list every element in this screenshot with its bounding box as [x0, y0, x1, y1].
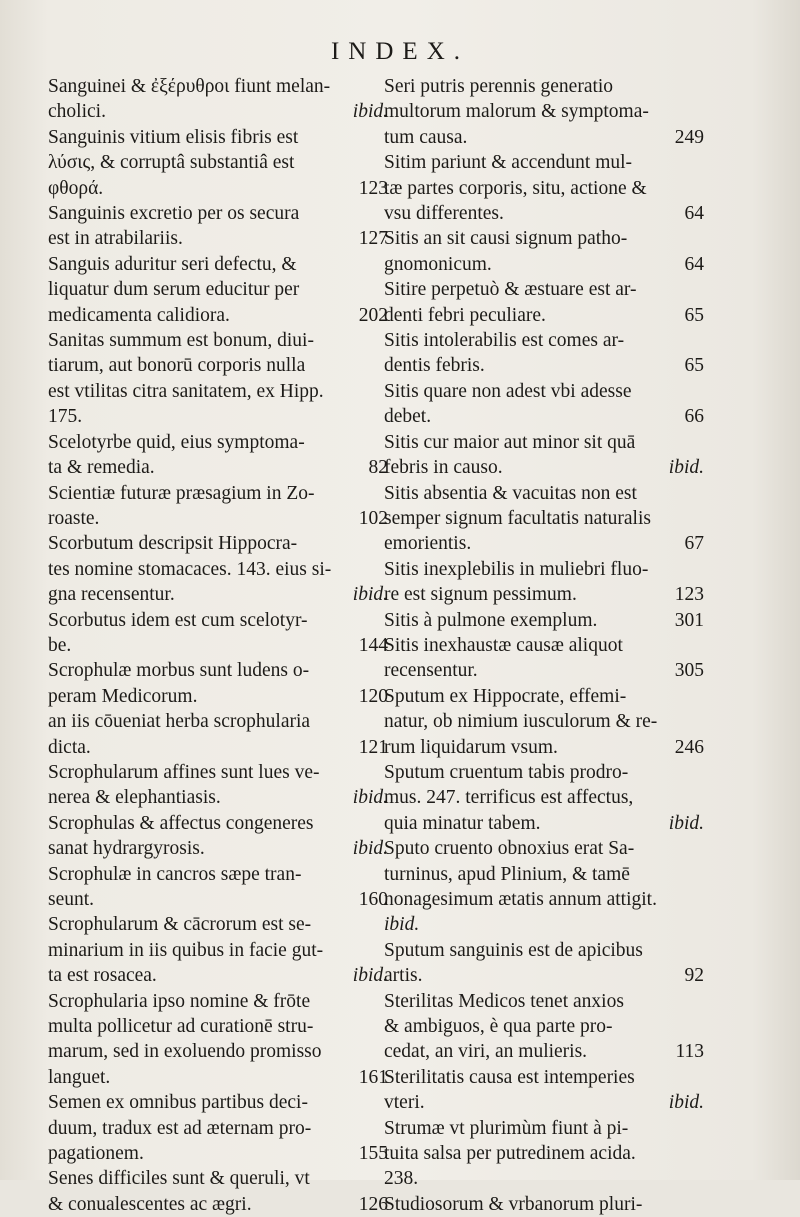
left-column — [48, 74, 388, 1217]
index-line: Sitis quare non adest vbi adesse — [384, 380, 632, 402]
index-line: be. 144 — [48, 634, 388, 656]
index-line: rum liquidarum vsum. 246 — [384, 736, 704, 758]
index-line: Scrophularum & cācrorum est se- — [48, 914, 312, 936]
right-column — [384, 74, 704, 1217]
index-line: 175. — [48, 406, 83, 428]
index-line: ibid. — [384, 914, 420, 936]
index-line: Scientiæ futuræ præsagium in Zo- — [48, 482, 315, 504]
page-header: INDEX. — [330, 38, 469, 65]
index-line: Scorbutum descripsit Hippocra- — [48, 533, 298, 555]
index-line: tiarum, aut bonorū corporis nulla — [48, 355, 306, 377]
index-line: vsu differentes. 64 — [384, 203, 704, 225]
index-line: tuita salsa per putredinem acida. — [384, 1143, 636, 1165]
index-line: Sitis intolerabilis est comes ar- — [384, 330, 625, 352]
index-line: seunt. 160 — [48, 889, 388, 910]
index-line: Sputum ex Hippocrate, effemi- — [384, 685, 627, 707]
index-line: Sitis inexhaustæ causæ aliquot — [384, 634, 623, 656]
index-line: Sanguinis vitium elisis fibris est — [48, 126, 299, 148]
index-line: φθορά. 123 — [48, 177, 388, 199]
index-line: languet. 161 — [48, 1066, 388, 1088]
index-line: Sitim pariunt & accendunt mul- — [384, 152, 633, 174]
index-line: febris in causo. ibid. — [384, 457, 704, 479]
index-line: Sitire perpetuò & æstuare est ar- — [384, 279, 637, 301]
index-line: Sanguinis excretio per os secura — [48, 203, 300, 225]
index-line: Sitis inexplebilis in muliebri fluo- — [384, 558, 649, 580]
index-line: Sterilitas Medicos tenet anxios — [384, 990, 624, 1012]
index-line: Scrophulæ in cancros sæpe tran- — [48, 863, 302, 885]
index-line: ta est rosacea. ibid. — [48, 965, 388, 987]
index-line: Strumæ vt plurimùm fiunt à pi- — [384, 1117, 629, 1139]
index-line: re est signum pessimum. 123 — [384, 584, 704, 606]
index-line: Sitis à pulmone exemplum. 301 — [384, 609, 704, 631]
index-line: vteri. ibid. — [384, 1092, 704, 1114]
index-line: liquatur dum serum educitur per — [48, 279, 300, 301]
index-line: est in atrabilariis. 127 — [48, 228, 388, 250]
index-line: & conualescentes ac ægri. 126 — [48, 1193, 388, 1215]
index-line: Sanguis aduritur seri defectu, & — [48, 253, 297, 275]
index-line: Scrophularia ipso nomine & frōte — [48, 990, 311, 1012]
index-line: gna recensentur. ibid. — [48, 584, 388, 606]
index-line: cedat, an viri, an mulieris. 113 — [384, 1041, 704, 1063]
index-line: Senes difficiles sunt & queruli, vt — [48, 1168, 310, 1190]
index-line: multa pollicetur ad curationē stru- — [48, 1016, 314, 1038]
index-line: Sanguinei & ἐξέρυθροι fiunt melan- — [48, 76, 331, 97]
index-line: natur, ob nimium iusculorum & re- — [384, 711, 658, 733]
index-line: nerea & elephantiasis. ibid. — [48, 787, 388, 809]
index-line: roaste. 102 — [48, 507, 388, 529]
index-line: 238. — [384, 1168, 419, 1190]
index-line: recensentur. 305 — [384, 660, 704, 682]
index-line: Sitis absentia & vacuitas non est — [384, 482, 637, 504]
index-line: Scrophulæ morbus sunt ludens o- — [48, 660, 310, 682]
index-line: Sitis cur maior aut minor sit quā — [384, 431, 636, 453]
index-line: mus. 247. terrificus est affectus, — [384, 787, 634, 809]
index-line: Scrophularum affines sunt lues ve- — [48, 761, 320, 783]
index-line: est vtilitas citra sanitatem, ex Hipp. — [48, 380, 324, 402]
index-line: Semen ex omnibus partibus deci- — [48, 1092, 308, 1114]
index-line: turninus, apud Plinium, & tamē — [384, 863, 630, 885]
index-line: multorum malorum & symptoma- — [384, 101, 649, 123]
index-line: minarium in iis quibus in facie gut- — [48, 939, 324, 961]
index-line: λύσις, & corruptâ substantiâ est — [48, 152, 295, 174]
index-line: an iis cōueniat herba scrophularia — [48, 711, 311, 733]
index-line: dentis febris. 65 — [384, 355, 704, 377]
index-line: pagationem. 155 — [48, 1143, 388, 1165]
index-line: Sanitas summum est bonum, diui- — [48, 330, 314, 352]
index-line: Sputum cruentum tabis prodro- — [384, 761, 629, 783]
index-line: Sputum sanguinis est de apicibus — [384, 939, 643, 961]
index-line: Scrophulas & affectus congeneres — [48, 812, 314, 834]
index-line: Seri putris perennis generatio — [384, 76, 614, 97]
index-line: ta & remedia. 82 — [48, 457, 388, 479]
index-line: cholici. ibid. — [48, 101, 388, 123]
index-line: Studiosorum & vrbanorum pluri- — [384, 1193, 643, 1215]
index-line: tes nomine stomacaces. 143. eius si- — [48, 558, 332, 580]
index-line: peram Medicorum. 120 — [48, 685, 388, 707]
index-line: tum causa. 249 — [384, 126, 704, 148]
index-line: Scorbutus idem est cum scelotyr- — [48, 609, 308, 631]
index-line: medicamenta calidiora. 202 — [48, 304, 388, 326]
index-line: Scelotyrbe quid, eius symptoma- — [48, 431, 305, 453]
index-line: duum, tradux est ad æternam pro- — [48, 1117, 312, 1139]
index-line: nonagesimum ætatis annum attigit. — [384, 889, 657, 910]
index-line: Sitis an sit causi signum patho- — [384, 228, 628, 250]
index-line: Sterilitatis causa est intemperies — [384, 1066, 635, 1088]
index-line: tæ partes corporis, situ, actione & — [384, 177, 647, 199]
index-line: quia minatur tabem. ibid. — [384, 812, 704, 834]
index-line: sanat hydrargyrosis. ibid. — [48, 838, 388, 860]
index-line: marum, sed in exoluendo promisso — [48, 1041, 322, 1063]
index-line: & ambiguos, è qua parte pro- — [384, 1016, 613, 1038]
index-line: Sputo cruento obnoxius erat Sa- — [384, 838, 635, 860]
index-line: semper signum facultatis naturalis — [384, 507, 651, 529]
index-line: gnomonicum. 64 — [384, 253, 704, 275]
index-line: debet. 66 — [384, 406, 704, 428]
index-line: dicta. 121 — [48, 736, 388, 758]
index-line: artis. 92 — [384, 965, 704, 987]
index-line: denti febri peculiare. 65 — [384, 304, 704, 326]
index-line: emorientis. 67 — [384, 533, 704, 555]
